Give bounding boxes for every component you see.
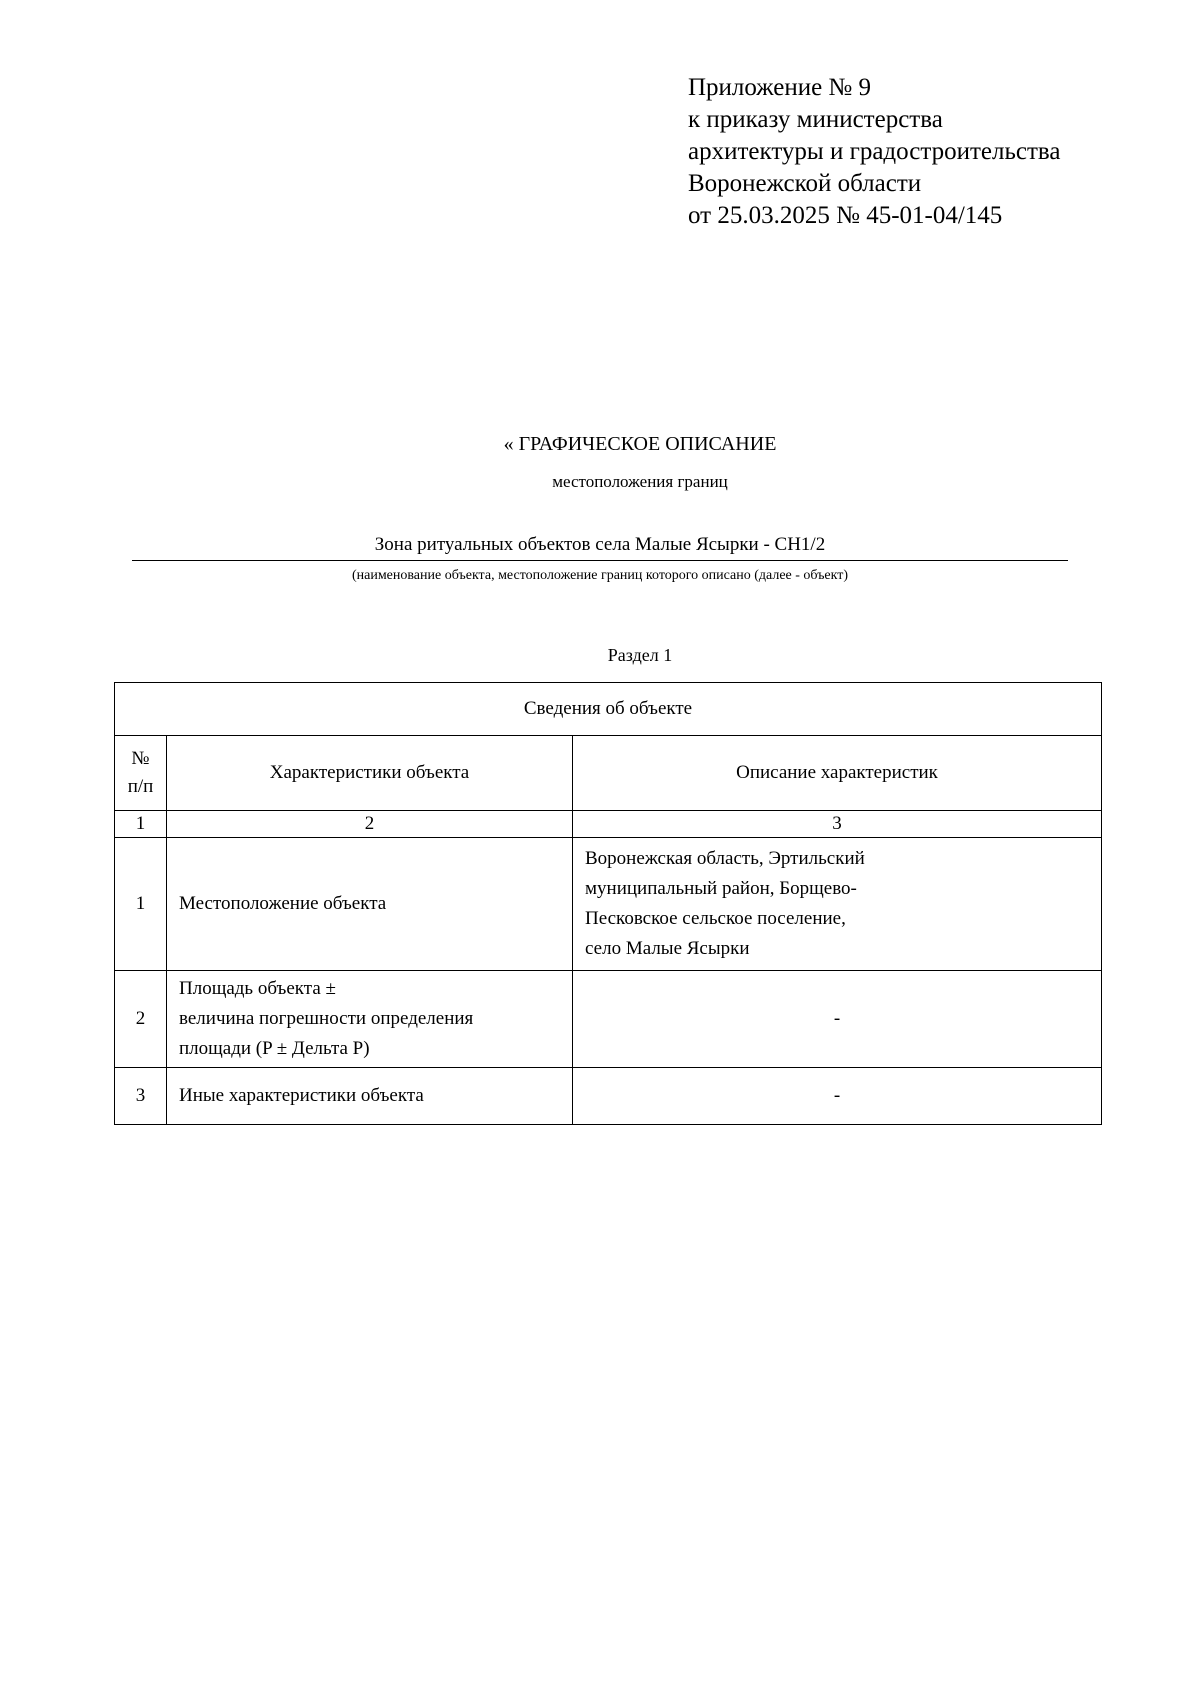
description-line: - (833, 1085, 841, 1106)
header-number-line2: п/п (127, 776, 154, 797)
appendix-line: от 25.03.2025 № 45-01-04/145 (688, 202, 1003, 229)
table-header-row (115, 736, 1102, 811)
column-number: 3 (573, 811, 1102, 838)
description-line: Песковское сельское поселение, (585, 908, 846, 929)
header-description: Описание характеристик (573, 736, 1102, 811)
header-characteristic: Характеристики объекта (167, 736, 573, 811)
characteristic-line: Иные характеристики объекта (179, 1085, 424, 1106)
column-numbers-row (115, 811, 1102, 838)
description-line: муниципальный район, Борщево- (585, 878, 857, 899)
row-number: 1 (115, 838, 167, 971)
description-line: Воронежская область, Эртильский (585, 848, 865, 869)
row-description (573, 971, 1102, 1068)
characteristic-line: величина погрешности определения (179, 1008, 474, 1029)
appendix-block (688, 72, 1060, 232)
row-characteristic (167, 838, 573, 971)
object-info-table (114, 682, 1102, 1125)
table-title: Сведения об объекте (115, 683, 1102, 736)
table-row (115, 1068, 1102, 1125)
row-characteristic (167, 1068, 573, 1125)
row-number: 2 (115, 971, 167, 1068)
table-title-row (115, 683, 1102, 736)
header-number-line1: № (131, 748, 150, 769)
characteristic-line: Местоположение объекта (179, 893, 387, 914)
characteristic-line: Площадь объекта ± (179, 978, 336, 999)
section-label: Раздел 1 (607, 645, 673, 665)
table-row (115, 838, 1102, 971)
object-name: Зона ритуальных объектов села Малые Ясырки - СН1/2 (132, 530, 1068, 561)
description-line: - (833, 1008, 841, 1029)
row-characteristic (167, 971, 573, 1068)
header-number (115, 736, 167, 811)
document-subtitle: местоположения границ (552, 472, 728, 491)
characteristic-line: площади (P ± Дельта P) (179, 1038, 370, 1059)
appendix-line: к приказу министерства (688, 106, 943, 133)
row-number: 3 (115, 1068, 167, 1125)
appendix-line: Воронежской области (688, 170, 922, 197)
column-number: 1 (115, 811, 167, 838)
column-number: 2 (167, 811, 573, 838)
description-line: село Малые Ясырки (585, 938, 750, 959)
appendix-line: архитектуры и градостроительства (688, 138, 1061, 165)
object-name-caption: (наименование объекта, местоположение границ которого описано (далее - объект) (351, 568, 849, 583)
table-row (115, 971, 1102, 1068)
row-description (573, 1068, 1102, 1125)
appendix-line: Приложение № 9 (688, 74, 872, 101)
document-title: « ГРАФИЧЕСКОЕ ОПИСАНИЕ (503, 433, 777, 455)
row-description (573, 838, 1102, 971)
